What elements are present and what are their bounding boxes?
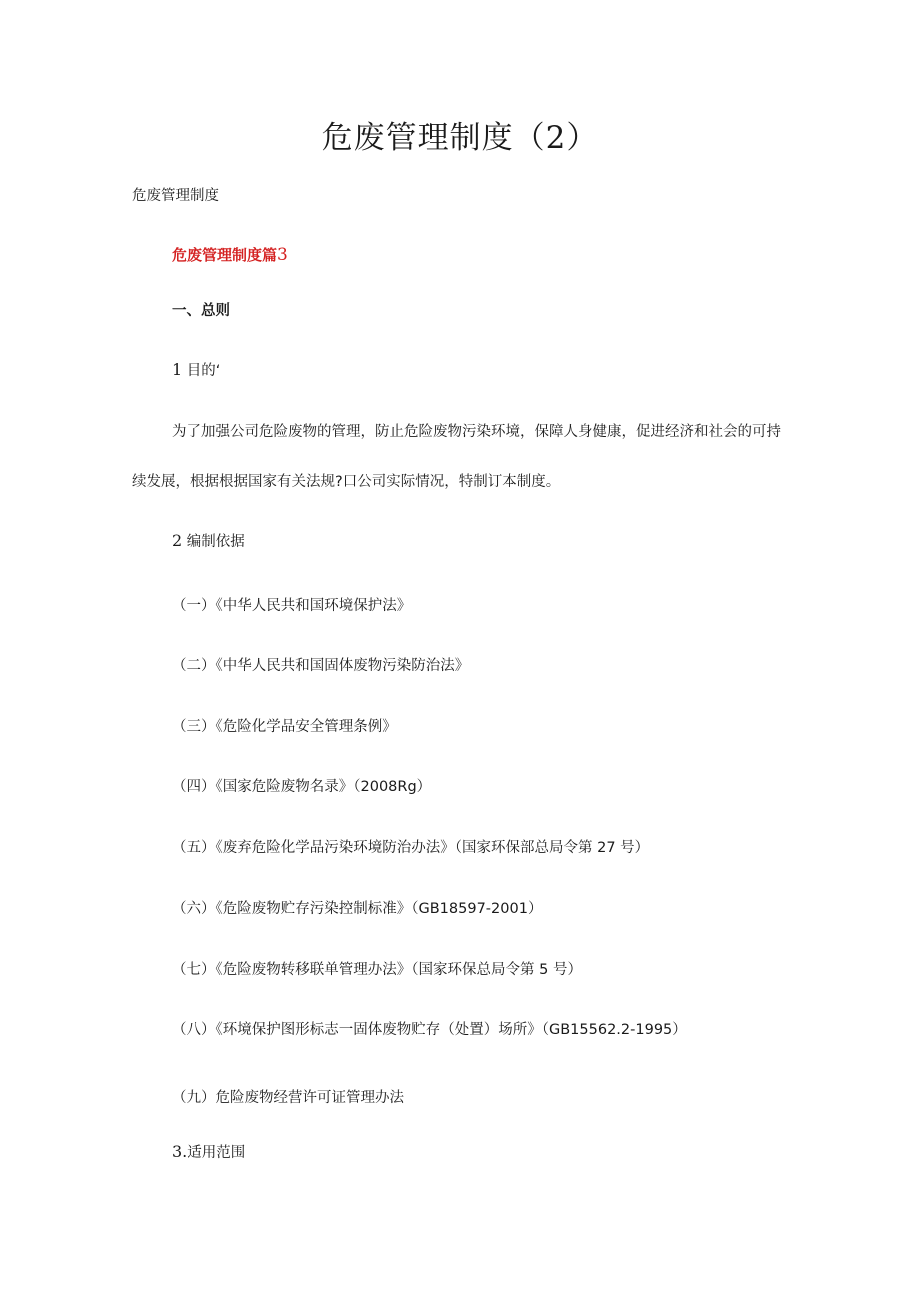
chapter-label: 危废管理制度篇 [172,246,278,264]
chapter-number: 3 [277,245,288,265]
scope-label: 适用范围 [187,1145,246,1161]
basis-item: （三）《危险化学品安全管理条例》 [172,719,397,735]
basis-item: （八）《环境保护图形标志一固体废物贮存（处置）场所》（GB15562.2-1995） [172,1022,687,1038]
document-title: 危废管理制度（2） [321,120,599,156]
basis-item: （七）《危险废物转移联单管理办法》（国家环保总局令第 5 号） [172,962,582,978]
document-subtitle: 危废管理制度 [132,188,219,204]
scope-number: 3. [172,1142,188,1161]
basis-item: （二）《中华人民共和国固体废物污染防治法》 [172,658,470,674]
basis-item: （四）《国家危险废物名录》（2008Rg） [172,779,432,795]
basis-item: （九）危险废物经营许可证管理办法 [172,1090,404,1106]
purpose-heading [172,359,220,380]
section-general-heading: 一、总则 [172,303,230,319]
scope-heading [172,1141,245,1162]
purpose-label: 目的‘ [182,363,221,379]
basis-label: 编制依据 [182,534,245,550]
basis-item: （一）《中华人民共和国环境保护法》 [172,598,412,614]
basis-heading [172,530,245,551]
purpose-paragraph: 为了加强公司危险废物的管理，防止危险废物污染环境，保障人身健康，促进经济和社会的可持续发展，根据根据国家有关法规?口公司实际情况，特制订本制度。 [132,424,781,490]
basis-item: （五）《废弃危险化学品污染环境防治办法》（国家环保部总局令第 27 号） [172,840,650,856]
basis-item: （六）《危险废物贮存污染控制标准》（GB18597-2001） [172,901,543,917]
purpose-number: 1 [172,360,183,379]
basis-number: 2 [172,531,183,550]
chapter-heading [172,244,288,265]
